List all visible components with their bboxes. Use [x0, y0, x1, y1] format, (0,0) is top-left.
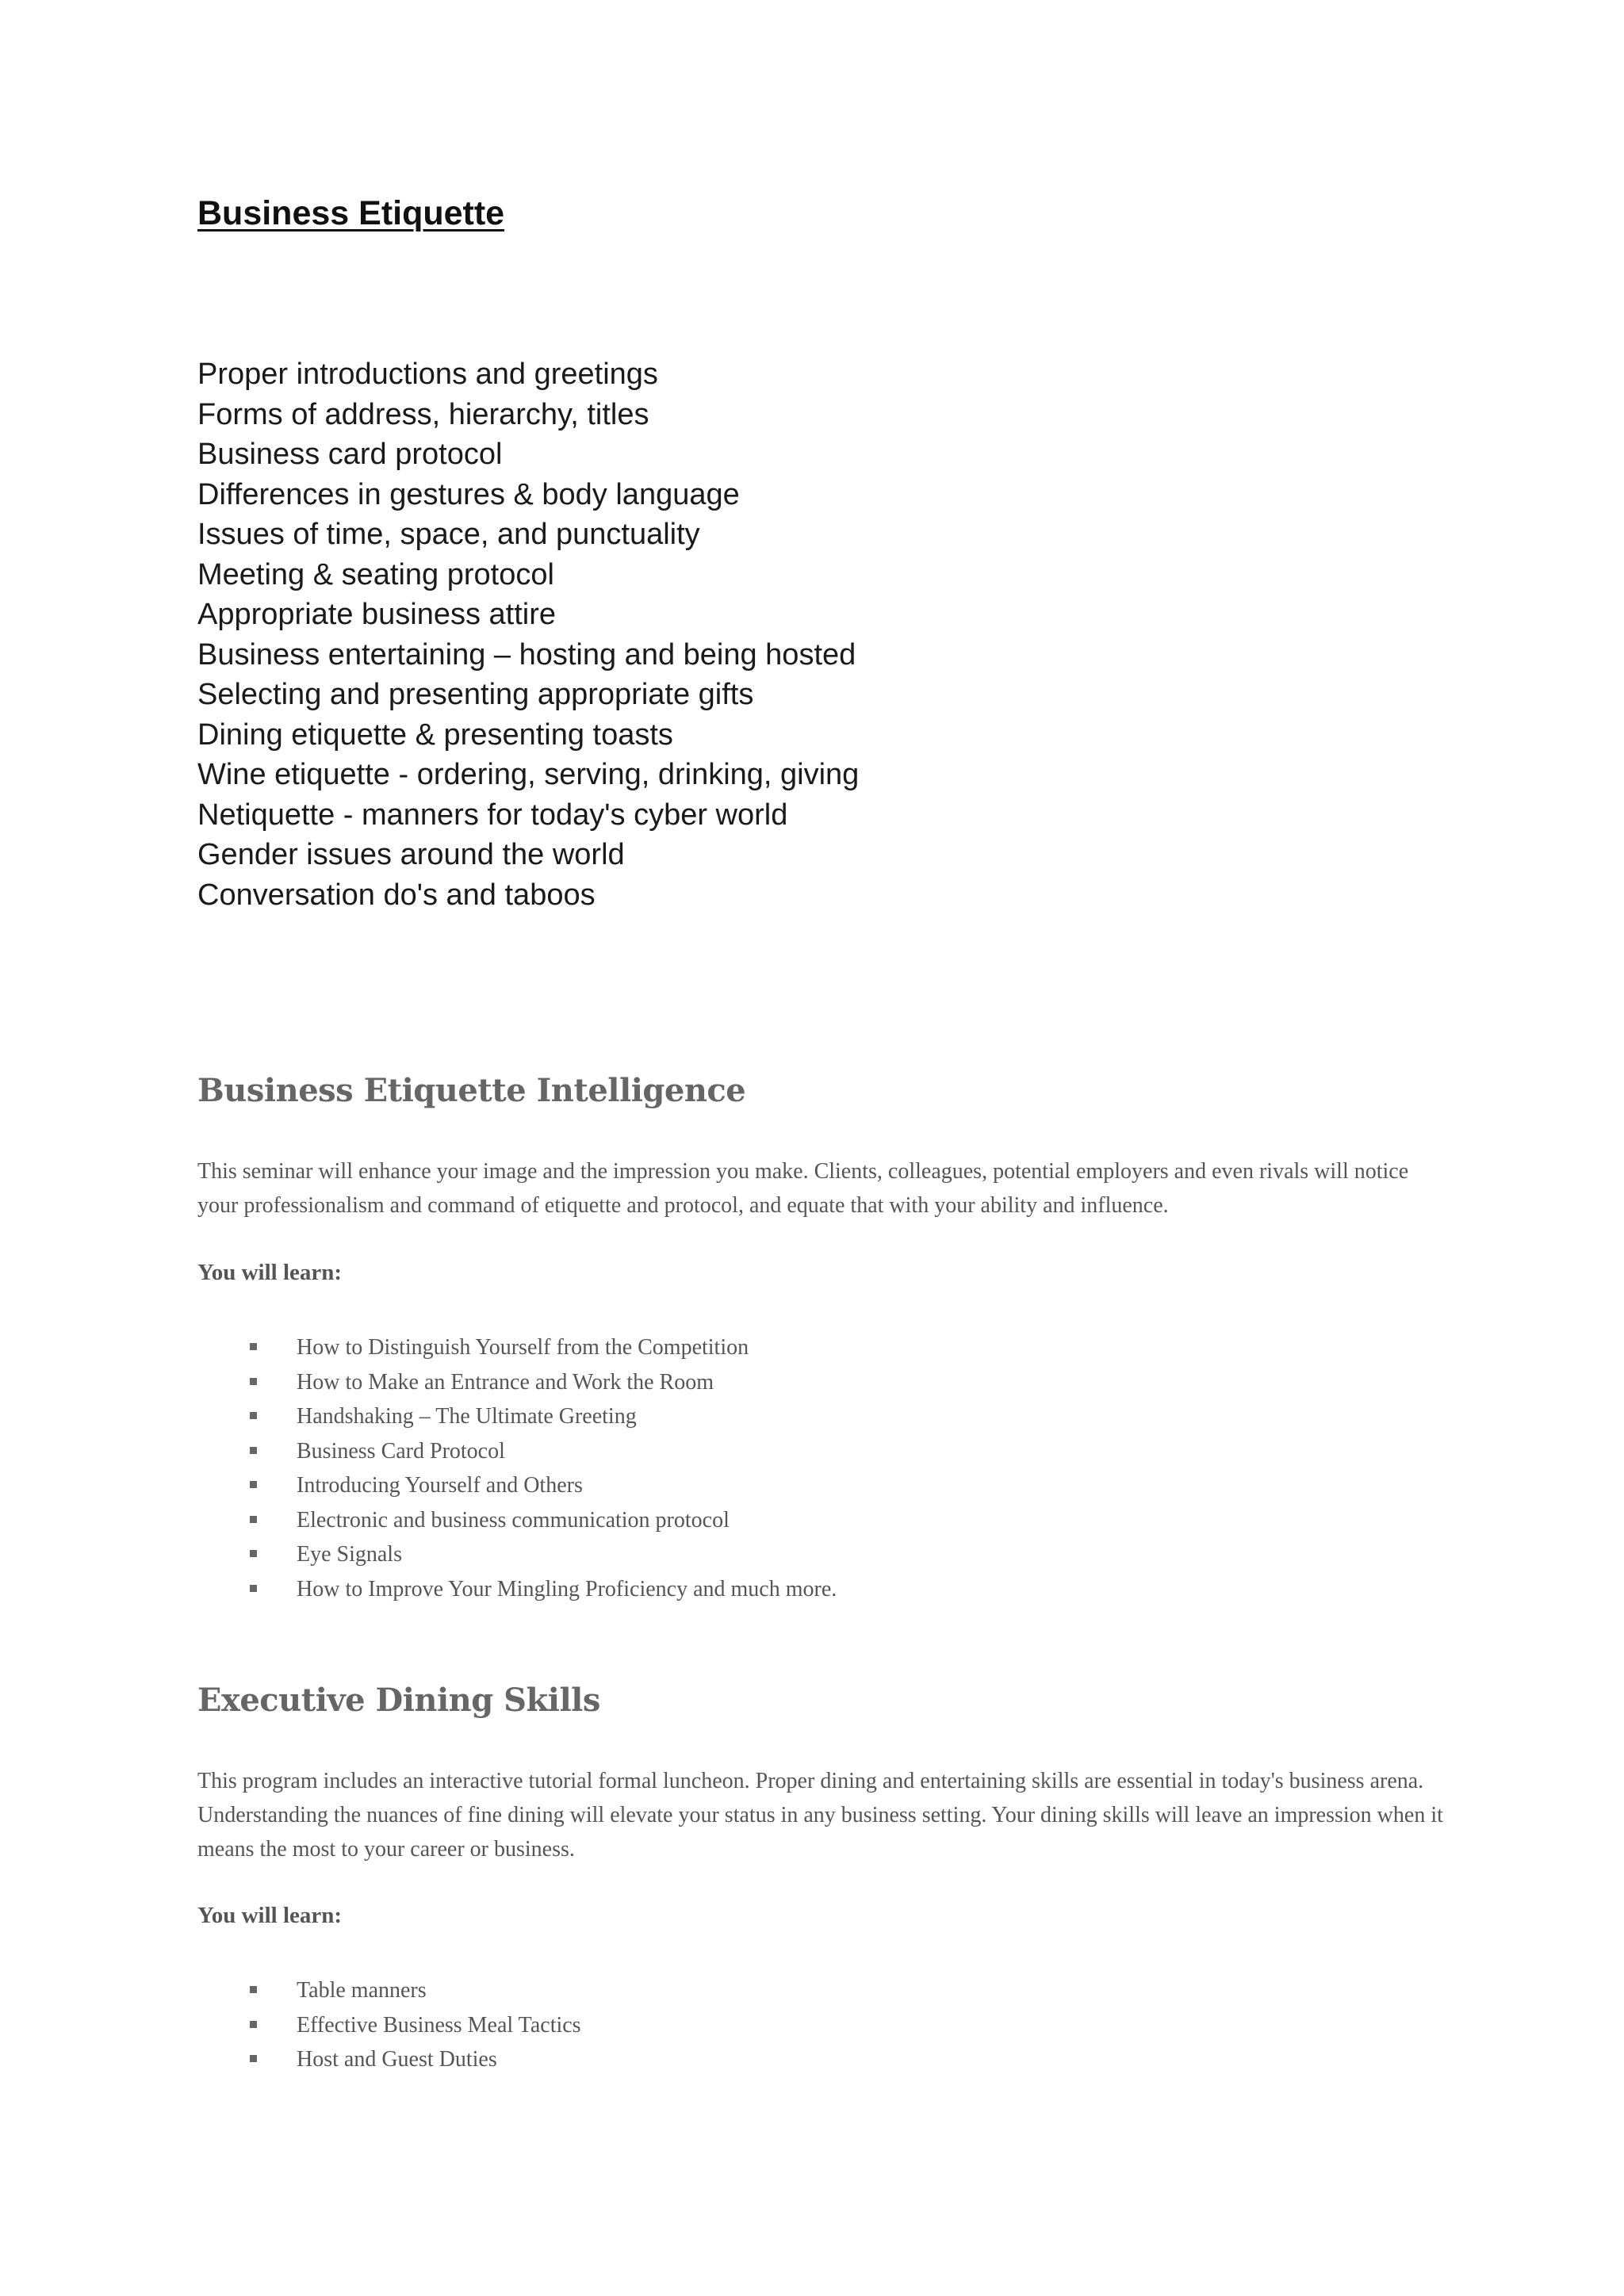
topic-item: Business entertaining – hosting and being hosted: [197, 637, 856, 672]
square-bullet-icon: [250, 1585, 257, 1592]
topic-item: Appropriate business attire: [197, 598, 557, 631]
topic-item: Forms of address, hierarchy, titles: [197, 397, 649, 431]
list-item-text: Host and Guest Duties: [297, 2047, 497, 2072]
topic-item: Selecting and presenting appropriate gifts: [197, 678, 754, 711]
section-paragraph-dining: This program includes an interactive tutorial formal luncheon. Proper dining and entertaining skills are essential in today's business arena. Understanding the nuances of fine dining will elevate your status in any business setting. Your dining skills will leave an impression when it means the most to your career or business.: [197, 1769, 1443, 1862]
square-bullet-icon: [250, 1481, 257, 1488]
square-bullet-icon: [250, 1412, 257, 1419]
learn-label-dining: You will learn:: [197, 1903, 343, 1928]
list-item-text: Eye Signals: [297, 1542, 402, 1567]
topic-item: Conversation do's and taboos: [197, 878, 596, 912]
list-item-text: Effective Business Meal Tactics: [297, 2012, 581, 2038]
topic-item: Gender issues around the world: [197, 838, 625, 871]
section-paragraph-intelligence: This seminar will enhance your image and the impression you make. Clients, colleagues, potential employers and even rivals will notice your professionalism and command of etiquette and protocol, and equate that with your ability and influence.: [197, 1159, 1409, 1218]
topic-item: Netiquette - manners for today's cyber world: [197, 798, 788, 832]
list-item-text: Electronic and business communication protocol: [297, 1507, 730, 1533]
list-item-text: Table manners: [297, 1978, 427, 2003]
square-bullet-icon: [250, 2021, 257, 2028]
square-bullet-icon: [250, 2055, 257, 2062]
square-bullet-icon: [250, 1986, 257, 1993]
topic-list: [197, 354, 859, 915]
document-title: Business Etiquette: [197, 194, 505, 232]
square-bullet-icon: [250, 1550, 257, 1557]
topic-item: Proper introductions and greetings: [197, 358, 658, 391]
topic-item: Wine etiquette - ordering, serving, drinking, giving: [197, 758, 860, 791]
topic-item: Dining etiquette & presenting toasts: [197, 718, 673, 752]
topic-item: Business card protocol: [197, 438, 503, 471]
learn-label-intelligence: You will learn:: [197, 1260, 343, 1285]
square-bullet-icon: [250, 1343, 257, 1350]
list-item-text: Handshaking – The Ultimate Greeting: [297, 1404, 637, 1429]
section-heading-intelligence: Business Etiquette Intelligence: [197, 1072, 746, 1109]
square-bullet-icon: [250, 1378, 257, 1385]
square-bullet-icon: [250, 1447, 257, 1454]
list-item-text: Introducing Yourself and Others: [297, 1473, 583, 1498]
list-item-text: Business Card Protocol: [297, 1438, 505, 1464]
topic-item: Issues of time, space, and punctuality: [197, 518, 700, 551]
list-item-text: How to Distinguish Yourself from the Competition: [297, 1335, 749, 1360]
list-item-text: How to Make an Entrance and Work the Room: [297, 1369, 714, 1395]
topic-item: Differences in gestures & body language: [197, 477, 740, 511]
list-item-text: How to Improve Your Mingling Proficiency and much more.: [297, 1576, 837, 1601]
section-heading-dining: Executive Dining Skills: [197, 1682, 600, 1719]
topic-item: Meeting & seating protocol: [197, 557, 554, 591]
square-bullet-icon: [250, 1516, 257, 1523]
